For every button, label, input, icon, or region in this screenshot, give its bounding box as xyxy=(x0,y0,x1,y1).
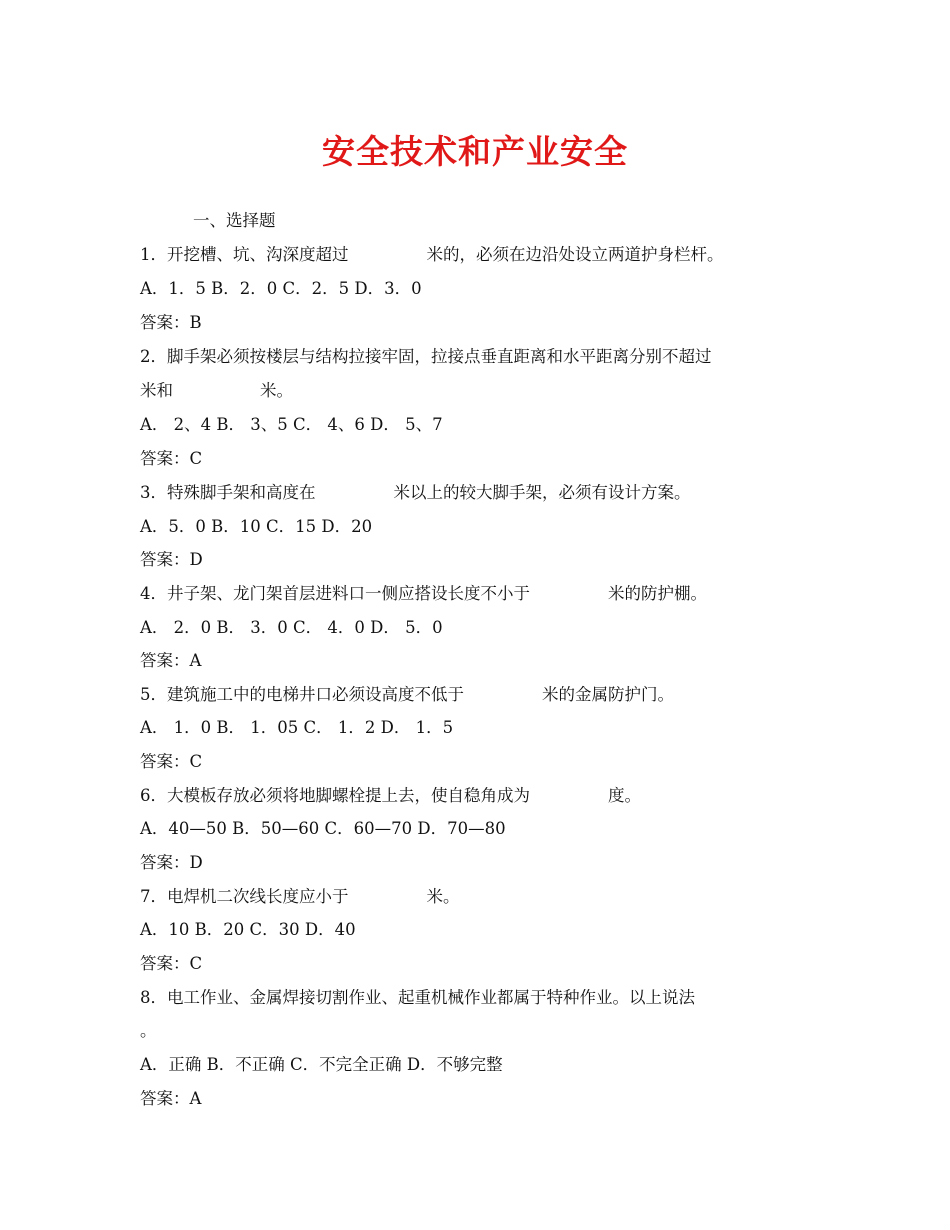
question-7-options: A．10 B．20 C．30 D．40 xyxy=(140,920,356,939)
question-7: 7．电焊机二次线长度应小于 米。 xyxy=(140,887,460,906)
question-2-answer: 答案：C xyxy=(140,449,203,468)
question-3: 3．特殊脚手架和高度在 米以上的较大脚手架，必须有设计方案。 xyxy=(140,483,691,502)
question-6: 6．大模板存放必须将地脚螺栓提上去，使自稳角成为 度。 xyxy=(140,786,641,805)
question-1: 1．开挖槽、坑、沟深度超过 米的，必须在边沿处设立两道护身栏杆。 xyxy=(140,245,724,264)
question-2-cont: 米和 米。 xyxy=(140,381,293,400)
question-5-options: A． 1．0 B． 1．05 C． 1．2 D． 1．5 xyxy=(140,718,454,737)
question-1-answer: 答案：B xyxy=(140,313,202,332)
question-3-answer: 答案：D xyxy=(140,550,203,569)
question-5-answer: 答案：C xyxy=(140,752,203,771)
question-4-options: A． 2．0 B． 3．0 C． 4．0 D． 5．0 xyxy=(140,618,443,637)
question-6-answer: 答案：D xyxy=(140,853,203,872)
question-4-answer: 答案：A xyxy=(140,651,202,670)
section-heading: 一、选择题 xyxy=(193,211,276,230)
question-2: 2．脚手架必须按楼层与结构拉接牢固，拉接点垂直距离和水平距离分别不超过 xyxy=(140,347,712,366)
question-4: 4．井子架、龙门架首层进料口一侧应搭设长度不小于 米的防护棚。 xyxy=(140,584,707,603)
question-8-cont: 。 xyxy=(140,1021,157,1040)
question-6-options: A．40—50 B．50—60 C．60—70 D．70—80 xyxy=(140,819,506,838)
question-8-options: A．正确 B．不正确 C．不完全正确 D．不够完整 xyxy=(140,1055,503,1074)
question-3-options: A．5．0 B．10 C．15 D．20 xyxy=(140,517,373,536)
question-2-options: A． 2、4 B． 3、5 C． 4、6 D． 5、7 xyxy=(140,415,443,434)
question-8-answer: 答案：A xyxy=(140,1089,202,1108)
question-5: 5．建筑施工中的电梯井口必须设高度不低于 米的金属防护门。 xyxy=(140,685,674,704)
document-title: 安全技术和产业安全 xyxy=(322,132,628,171)
question-7-answer: 答案：C xyxy=(140,954,203,973)
question-1-options: A．1．5 B．2．0 C．2．5 D．3．0 xyxy=(140,279,422,298)
question-8: 8．电工作业、金属焊接切割作业、起重机械作业都属于特种作业。以上说法 xyxy=(140,988,695,1007)
